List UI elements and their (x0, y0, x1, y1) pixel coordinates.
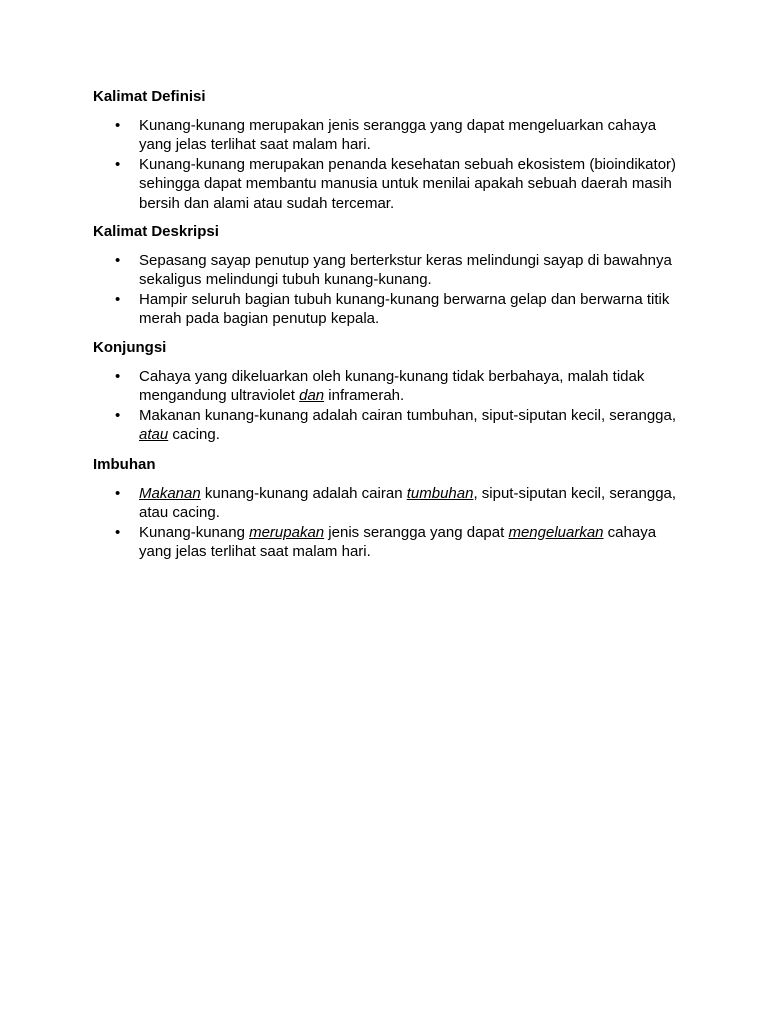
item-text: Kunang-kunang merupakan penanda kesehatan sebuah ekosistem (bioindikator) sehingga dapat membantu manusia untuk menilai apakah sebuah daerah masih bersih dan alami atau sudah tercemar. (139, 155, 677, 212)
item-text: Kunang-kunang merupakan jenis serangga yang dapat mengeluarkan cahaya yang jelas terlihat saat malam hari. (139, 117, 657, 154)
list-item (93, 155, 687, 213)
bullet-list (93, 484, 693, 562)
item-text: , siput-siputan kecil, serangga, atau cacing. (139, 485, 677, 522)
list-item (93, 406, 687, 445)
emphasized-word: dan (299, 387, 325, 405)
item-text: cahaya yang jelas terlihat saat malam hari. (139, 523, 657, 561)
item-text: Sepasang sayap penutup yang berterkstur keras melindungi sayap di bawahnya sekaligus melindungi tubuh kunang-kunang. (139, 252, 672, 289)
item-text: cacing. (168, 426, 220, 444)
section-heading: Konjungsi (93, 339, 167, 356)
bullet-icon: • (115, 368, 121, 385)
list-item (93, 116, 687, 155)
list-item (93, 367, 687, 406)
section-heading: Imbuhan (93, 456, 156, 473)
bullet-icon: • (115, 155, 121, 173)
item-text: Kunang-kunang (139, 523, 250, 541)
section-heading: Kalimat Deskripsi (93, 223, 219, 240)
bullet-icon: • (115, 290, 121, 308)
section-konjungsi (93, 338, 693, 445)
item-text: Cahaya yang dikeluarkan oleh kunang-kunang tidak berbahaya, malah tidak mengandung ultraviolet (139, 368, 645, 405)
section-heading: Kalimat Definisi (93, 88, 206, 105)
bullet-icon: • (115, 485, 121, 502)
bullet-icon: • (115, 117, 121, 134)
bullet-icon: • (115, 406, 121, 424)
bullet-icon: • (115, 523, 121, 541)
emphasized-word: Makanan (139, 485, 201, 502)
item-text: inframerah. (324, 387, 405, 405)
emphasized-word: tumbuhan (406, 485, 474, 502)
list-item (93, 251, 687, 290)
emphasized-word: mengeluarkan (508, 523, 604, 541)
list-item (93, 523, 687, 562)
bullet-list (93, 367, 693, 445)
section-imbuhan (93, 455, 693, 562)
bullet-list (93, 251, 693, 329)
list-item (93, 290, 687, 329)
section-kalimat-definisi (93, 87, 693, 213)
bullet-icon: • (115, 252, 121, 269)
list-item (93, 484, 687, 523)
bullet-list (93, 116, 693, 213)
item-text: Makanan kunang-kunang adalah cairan tumbuhan, siput-siputan kecil, serangga, (139, 406, 677, 424)
item-text: jenis serangga yang dapat (324, 523, 509, 541)
item-text: Hampir seluruh bagian tubuh kunang-kunang berwarna gelap dan berwarna titik merah pada bagian penutup kepala. (139, 290, 670, 328)
section-kalimat-deskripsi (93, 222, 693, 329)
emphasized-word: atau (139, 426, 169, 444)
item-text: kunang-kunang adalah cairan (200, 485, 407, 502)
emphasized-word: merupakan (249, 523, 325, 541)
